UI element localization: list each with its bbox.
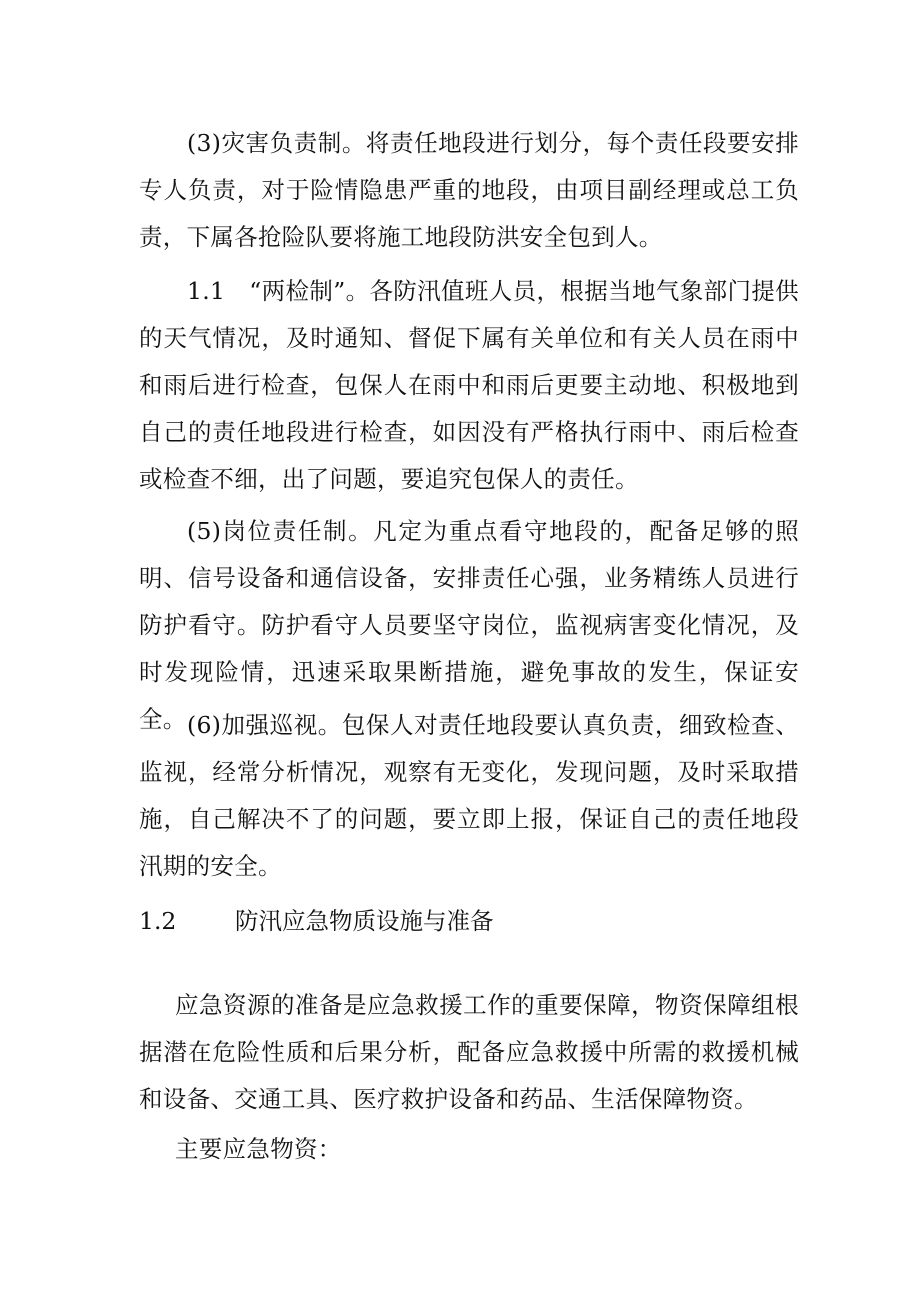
paragraph-post-responsibility: (5)岗位责任制。凡定为重点看守地段的，配备足够的照明、信号设备和通信设备，安排责任心强，业务精练人员进行防护看守。防护看守人员要坚守岗位，监视病害变化情况，及时发现险情，迅速采取果断措施，避免事故的发生，保证安全。	[139, 517, 799, 733]
paragraph-two-inspections: 1.1 “两检制”。各防汛值班人员，根据当地气象部门提供的天气情况，及时通知、督促下属有关单位和有关人员在雨中和雨后进行检查，包保人在雨中和雨后更要主动地、积极地到自己的责任地段进行检查，如因没有严格执行雨中、雨后检查或检查不细，出了问题，要追究包保人的责任。	[139, 277, 799, 493]
paragraph-main-supplies: 主要应急物资：	[175, 1135, 342, 1163]
paragraph-disaster-responsibility: (3)灾害负责制。将责任地段进行划分，每个责任段要安排专人负责，对于险情隐患严重的地段，由项目副经理或总工负责，下属各抢险队要将施工地段防洪安全包到人。	[139, 129, 799, 251]
section-title: 防汛应急物质设施与准备	[235, 907, 494, 935]
section-heading	[139, 898, 494, 945]
paragraph-strengthen-patrol: (6)加强巡视。包保人对责任地段要认真负责，细致检查、监视，经常分析情况，观察有无变化，发现问题，及时采取措施，自己解决不了的问题，要立即上报，保证自己的责任地段汛期的安全。	[139, 711, 799, 880]
section-number: 1.2	[139, 907, 177, 935]
paragraph-emergency-resources: 应急资源的准备是应急救援工作的重要保障，物资保障组根据潜在危险性质和后果分析，配备应急救援中所需的救援机械和设备、交通工具、医疗救护设备和药品、生活保障物资。	[139, 991, 799, 1113]
